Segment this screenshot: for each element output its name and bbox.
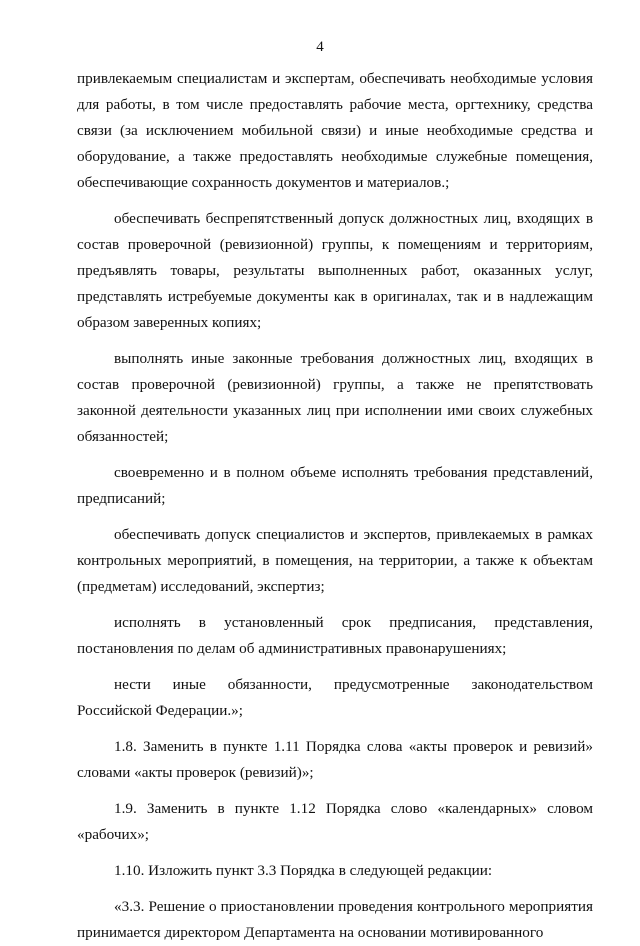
paragraph: обеспечивать допуск специалистов и экспертов, привлекаемых в рамках контрольных мероприятий, в помещения, на территории, а также к объектам (предметам) исследований, экспертиз; [77,526,593,595]
paragraph: обеспечивать беспрепятственный допуск должностных лиц, входящих в состав проверочной (ревизионной) группы, к помещениям и территориям, предъявлять товары, результаты выполненных работ, оказанных услуг, представлять истребуемые документы как в оригиналах, так и в надлежащим образом заверенных копиях; [77,210,593,331]
paragraph: нести иные обязанности, предусмотренные законодательством Российской Федерации.»; [77,676,593,719]
paragraph: своевременно и в полном объеме исполнять требования представлений, предписаний; [77,464,593,507]
paragraph: 1.9. Заменить в пункте 1.12 Порядка слово «календарных» словом «рабочих»; [77,800,593,843]
paragraph: 1.8. Заменить в пункте 1.11 Порядка слова «акты проверок и ревизий» словами «акты проверок (ревизий)»; [77,738,593,781]
paragraph: исполнять в установленный срок предписания, представления, постановления по делам об административных правонарушениях; [77,614,593,657]
page-number: 4 [316,39,324,55]
paragraph: «3.3. Решение о приостановлении проведения контрольного мероприятия принимается директором Департамента на основании мотивированного [77,898,593,941]
paragraph: привлекаемым специалистам и экспертам, обеспечивать необходимые условия для работы, в том числе предоставлять рабочие места, оргтехнику, средства связи (за исключением мобильной связи) и иные необходимые средства и оборудование, а также предоставлять необходимые служебные помещения, обеспечивающие сохранность документов и материалов.; [77,70,593,191]
paragraph: выполнять иные законные требования должностных лиц, входящих в состав проверочной (ревизионной) группы, а также не препятствовать законной деятельности указанных лиц при исполнении ими своих служебных обязанностей; [77,350,593,445]
document-body [77,66,593,946]
paragraph: 1.10. Изложить пункт 3.3 Порядка в следующей редакции: [114,862,493,879]
